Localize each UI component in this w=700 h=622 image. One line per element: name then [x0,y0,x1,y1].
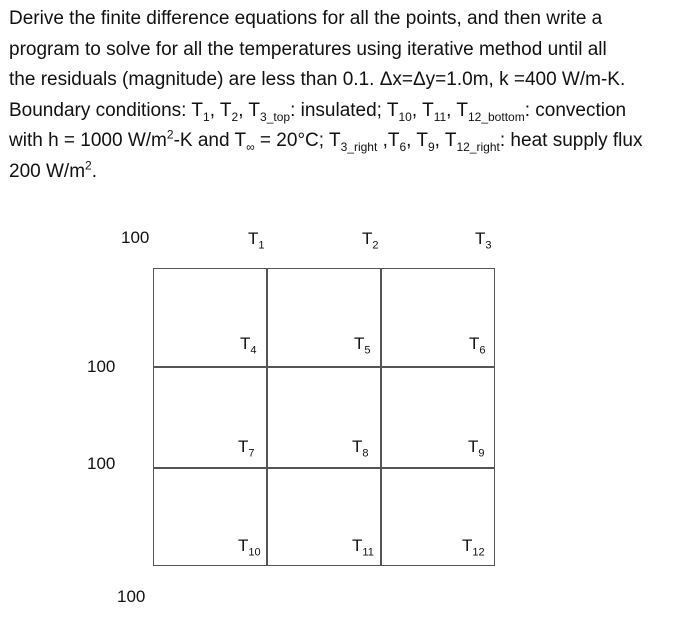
subscript: 3_top [260,109,291,124]
node-symbol: T [475,229,486,248]
node-index: 7 [248,447,255,460]
node-index: 1 [258,239,265,252]
text-fragment: -K and T [173,130,247,151]
boundary-temp-left-lower: 100 [87,454,116,473]
node-label-t4 [240,334,257,357]
node-symbol: T [238,437,249,456]
boundary-temp-top-left: 100 [121,228,150,247]
node-label-t2 [362,229,379,252]
node-symbol: T [362,229,373,248]
grid-line-vertical-1 [266,268,268,566]
node-label-t6 [469,334,486,357]
node-symbol: T [238,536,249,555]
subscript: ∞ [246,139,255,154]
node-index: 8 [362,447,369,460]
text-fragment: : insulated; T [290,99,399,121]
subscript: 12_right [456,139,500,154]
node-label-t8 [352,437,369,460]
subscript: 9 [427,139,435,154]
node-index: 2 [372,239,379,252]
node-label-t1 [248,229,265,252]
subscript: 12_bottom [467,109,525,124]
node-symbol: T [240,334,251,353]
grid-line-horizontal-1 [153,366,495,368]
node-index: 9 [478,447,485,460]
node-index: 3 [485,239,492,252]
boundary-temp-left-upper: 100 [87,357,116,376]
subscript: 6 [399,139,407,154]
grid-line-horizontal-2 [153,467,495,469]
grid-outline [153,268,495,566]
problem-statement [9,4,693,187]
node-symbol: T [354,334,365,353]
text-fragment: : heat supply flux [499,130,643,151]
node-index: 5 [364,344,371,357]
node-index: 12 [472,546,485,559]
node-symbol: T [248,229,259,248]
subscript: 1 [203,109,210,124]
boundary-temp-bottom-left: 100 [117,587,146,606]
text-fragment: Boundary conditions: T [9,99,203,121]
text-fragment: , T [238,99,261,121]
node-index: 10 [248,546,261,559]
problem-line-6 [9,157,693,188]
text-fragment: , T [406,130,428,151]
subscript: 2 [231,109,239,124]
text-fragment: , T [411,99,434,121]
text-fragment: , T [434,130,457,151]
node-label-t5 [354,334,371,357]
problem-line-4 [9,96,693,127]
node-label-t12 [462,536,485,559]
grid-line-vertical-2 [380,268,382,566]
node-symbol: T [352,437,363,456]
node-symbol: T [462,536,473,555]
problem-line-5 [9,126,693,157]
problem-line-2: program to solve for all the temperatures using iterative method until all [9,38,607,60]
node-index: 6 [479,344,486,357]
text-fragment: ,T [377,130,400,151]
text-fragment: , T [209,99,232,121]
text-fragment: . [91,160,97,182]
node-label-t3 [475,229,492,252]
node-symbol: T [469,334,480,353]
superscript: 2 [166,127,174,142]
text-fragment: with h = 1000 W/m [9,130,167,151]
text-fragment: 200 W/m [9,160,86,182]
node-label-t9 [468,437,485,460]
node-index: 11 [362,546,374,559]
node-label-t10 [238,536,261,559]
problem-line-3: the residuals (magnitude) are less than 0.1. Δx=Δy=1.0m, k =400 W/m-K. [9,69,626,90]
node-symbol: T [352,536,363,555]
node-label-t7 [238,437,255,460]
text-fragment: = 20°C; T [254,130,341,151]
subscript: 11 [433,109,447,124]
node-label-t11 [352,536,374,559]
node-index: 4 [250,344,257,357]
superscript: 2 [85,158,92,173]
subscript: 3_right [340,139,378,154]
node-symbol: T [468,437,479,456]
subscript: 10 [398,109,412,124]
text-fragment: : convection [524,99,627,121]
problem-line-1: Derive the finite difference equations for all the points, and then write a [9,8,603,29]
text-fragment: , T [446,99,468,121]
